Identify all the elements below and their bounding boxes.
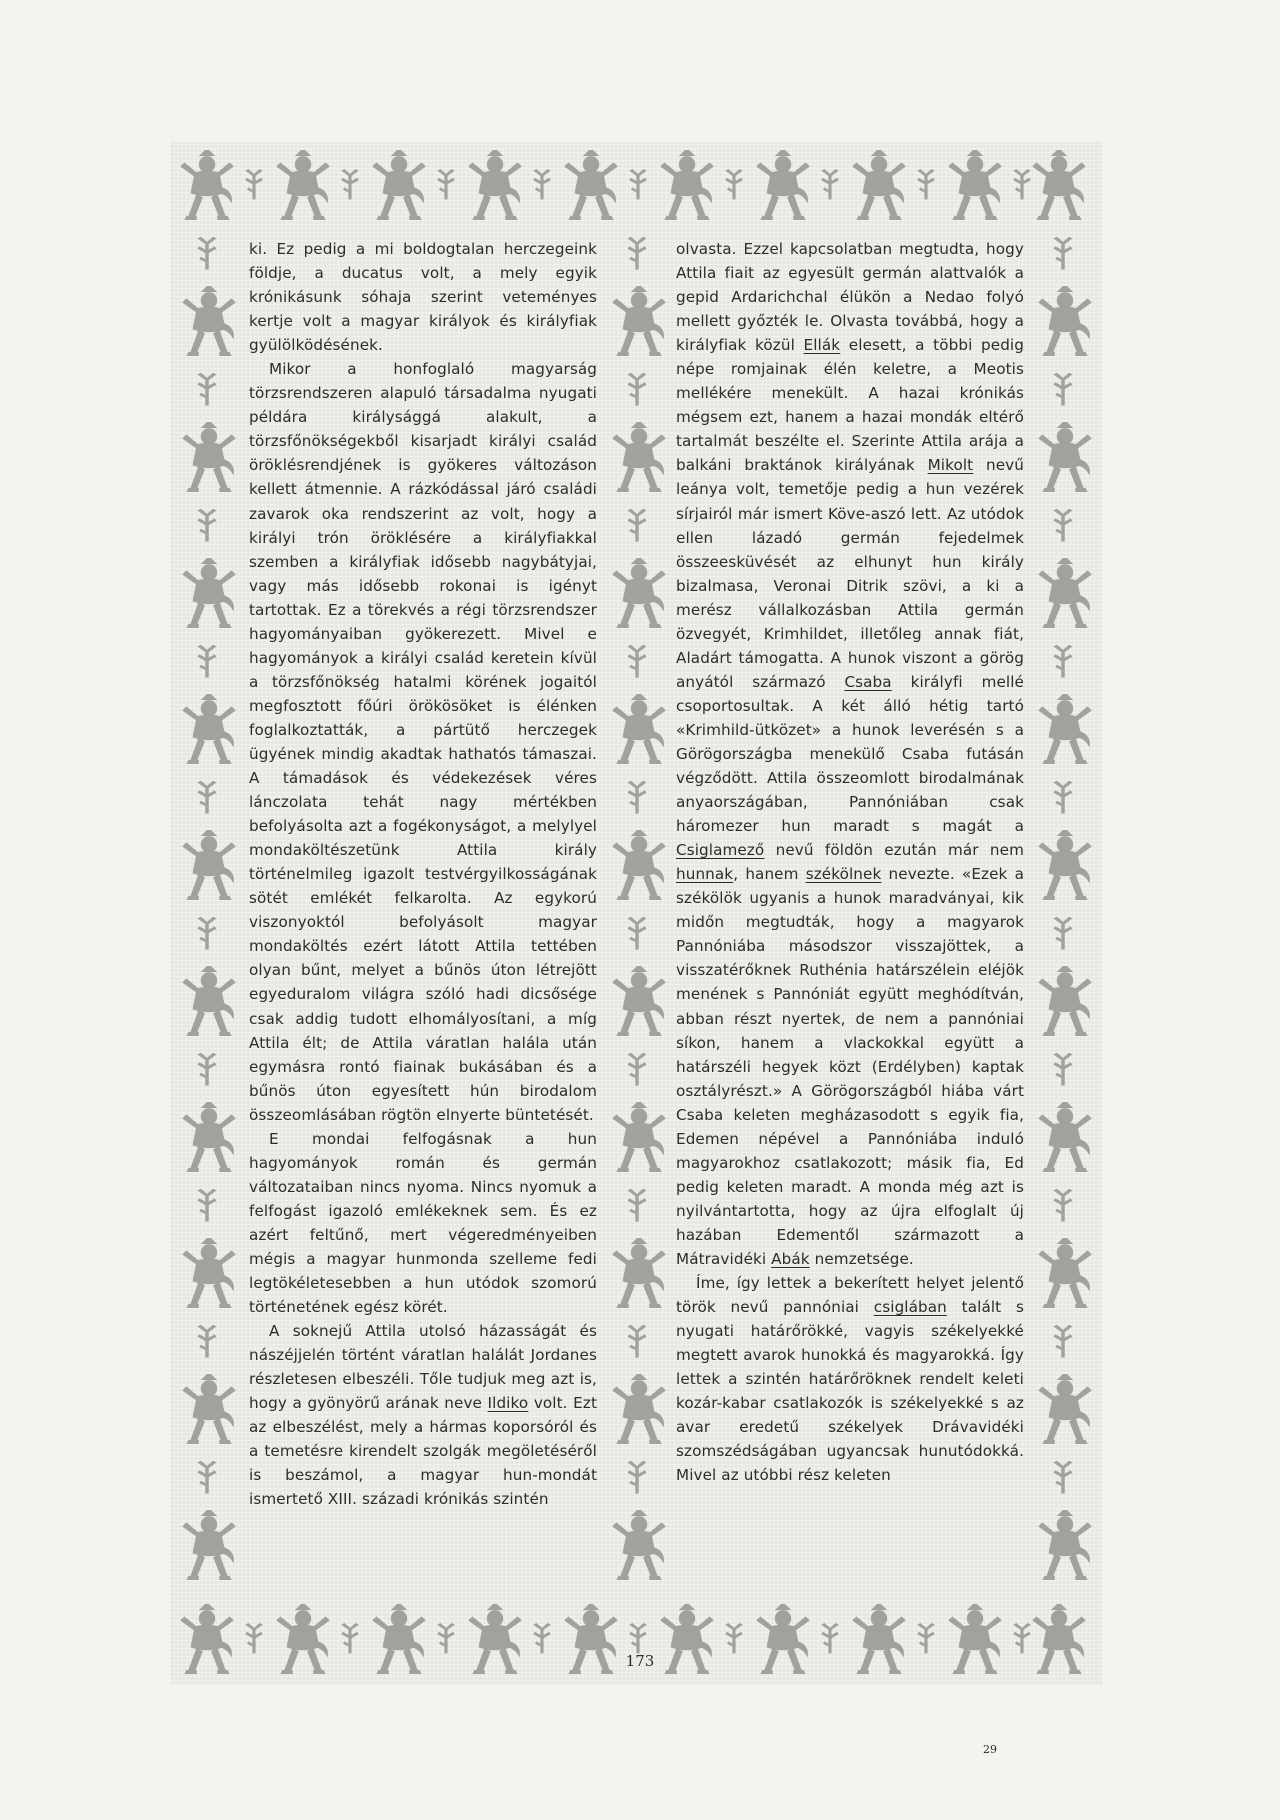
underlined-name-mikolt: Mikolt <box>927 456 974 475</box>
text-run: Íme, így lettek a bekerített helyet jelentő török nevű pannóniai <box>676 1274 1024 1317</box>
underlined-name-csiglamezo: Csiglamező <box>676 841 765 860</box>
paragraph <box>676 237 1024 1271</box>
border-top <box>176 146 1096 226</box>
left-text-column <box>249 237 597 1511</box>
underlined-name-abak: Abák <box>771 1249 810 1268</box>
text-run: talált s nyugati határőrökké, vagyis székelyekké megtett avarok hunokká és magyarokká. Így lettek a szintén határőröknek rendelt keleti kozár-kabar csatlakozók is székelyekké s az avar eredetű székelyek Drávavidéki szomszédságában ugyancsak hunutódokká. Mivel az utóbbi rész keleten <box>676 1298 1024 1485</box>
text-run: nemzetsége. <box>809 1249 914 1268</box>
border-center <box>606 226 672 1606</box>
underlined-word-csiglaban: csiglában <box>873 1298 947 1317</box>
text-run: , hanem <box>733 865 806 884</box>
right-text-column <box>676 237 1024 1487</box>
border-right <box>1032 226 1098 1606</box>
text-run: nevű földön ezután már nem <box>764 841 1024 860</box>
paragraph: ki. Ez pedig a mi boldogtalan herczegeink földje, a ducatus volt, a mely egyik krónikásunk sóhaja szerint veteményes kertje volt a magyar királyok és királyfiak gyülölködésének. <box>249 240 597 355</box>
border-left <box>176 226 242 1606</box>
text-run: A soknejű Attila utolsó házasságát és nászéjjelén történt váratlan halálát Jordanes részletesen elbeszéli. Tőle tudjuk meg azt is, hogy a gyönyörű arának neve <box>249 1322 597 1413</box>
text-run: nevezte. «Ezek a székölök ugyanis a hunok maradványai, kik midőn megtudták, hogy a magyarok Pannóniába másodszor visszajöttek, a visszatérőknek Ruthénia határszélein eléjök menének s Pannóniát együtt meghódítván, abban részt nyertek, de nem a pannóniai síkon, hanem a vlackokkal együtt a határszéli hegyek közt (Erdélyben) kaptak osztályrészt.» A Görögországból hiába várt Csaba keleten megházasodott s egyik fia, Edemen népével a Pannóniába induló magyarokhoz csatlakozott; másik fia, Ed pedig keleten maradt. A monda még azt is nyilvántartotta, hogy az újra elfoglalt új hazában Edementől származott a Mátravidéki <box>676 865 1025 1268</box>
text-run: királyfi mellé csoportosultak. A két álló hétig tartó «Krimhild-ütközet» a hunok leverésén s a Görögországba menekülő Csaba futásán végződött. Attila összeomlott birodalmának anyaországában, Pannóniában csak háromezer hun maradt s magát a <box>676 672 1024 836</box>
underlined-word-hunnak: hunnak <box>676 865 734 884</box>
text-run: nevű leánya volt, temetője pedig a hun vezérek sírjairól már ismert Köve-aszó lett. Az utódok ellen lázadó germán fejedelmek összeesküvését az elhunyt hun király bizalmasa, Veronai Ditrik szövi, a ki a merész vállalkozásban Attila germán özvegyét, Krimhildet, illetőleg annak fiát, Aladárt támogatta. A hunok viszont a görög anyától származó <box>676 456 1025 691</box>
paragraph <box>249 1319 597 1511</box>
underlined-word-szekolnek: székölnek <box>805 865 882 884</box>
text-run: olvasta. Ezzel kapcsolatban megtudta, hogy Attila fiait az egyesült germán alattvalók a gepid Ardarichchal élükön a Nedao folyó mellett győzték le. Olvasta továbbá, hogy a királyfiak közül <box>676 240 1024 355</box>
paragraph <box>676 1271 1024 1487</box>
page-number: 173 <box>625 1652 655 1670</box>
paragraph: E mondai felfogásnak a hun hagyományok román és germán változataiban nincs nyoma. Nincs nyomuk a felfogást igazoló emlékeknek sem. És ez azért feltűnő, mert végeredményeiben mégis a magyar hunmonda szelleme fedi legtökéletesebben a hun utódok szomorú történetének egész körét. <box>249 1129 597 1317</box>
sheet-number: 29 <box>983 1743 997 1756</box>
text-run: elesett, a többi pedig népe romjainak élén keletre, a Meotis mellékére menekült. A hazai krónikás mégsem ezt, hanem a hazai mondák eltérő tartalmát beszélte el. Szerinte Attila arája a balkáni braktánok királyának <box>676 336 1024 475</box>
underlined-name-ellak: Ellák <box>803 336 841 355</box>
paragraph: Mikor a honfoglaló magyarság törzsrendszeren alapuló társadalma nyugati példára királysággá alakult, a törzsfőnökségekből kisarjadt királyi család öröklésrendjének is gyökeres változáson kellett átmennie. A rázkódással járó családi zavarok oka rendszerint az volt, hogy a királyi trón öröklésére a királyfiakkal szemben a királyfiak idősebb nagybátyjai, vagy más idősebb rokonai is igényt tartottak. Ez a törekvés a régi törzsrendszer hagyományaiban gyökerezett. Mivel e hagyományok a királyi család keretein kívül a törzsfőnökség hatalmi körének jogaitól megfosztott főúri örökösöket is élénken foglalkoztatták, a pártütő herczegek ügyének mindig akadtak hathatós támaszai. A támadások és védekezések véres lánczolata tehát nagy mértékben befolyásolta azt a fogékonyságot, a melylyel mondaköltészetünk Attila király történelmileg igazolt testvérgyilkosságának sötét emlékét felkarolta. Az egykorú viszonyoktól befolyásolt magyar mondaköltés ezért látott Attila tettében olyan bűnt, melyet a bűnös úton létrejött egyeduralom világra szóló hadi dicsősége csak addig tudott elhomályosítani, a míg Attila élt; de Attila váratlan halála után egymásra rontó fiainak bukásában és a bűnös úton egyesített hún birodalom összeomlásában rögtön elnyerte büntetését. <box>249 360 597 1124</box>
text-run: volt. Ezt az elbeszélést, mely a hármas koporsóról és a temetésre kirendelt szolgák megöletéséről is beszámol, a magyar hun-mondát ismertető XIII. századi krónikás szintén <box>249 1394 597 1509</box>
underlined-name-csaba: Csaba <box>844 672 892 691</box>
underlined-name-ildiko: Ildiko <box>487 1394 529 1413</box>
